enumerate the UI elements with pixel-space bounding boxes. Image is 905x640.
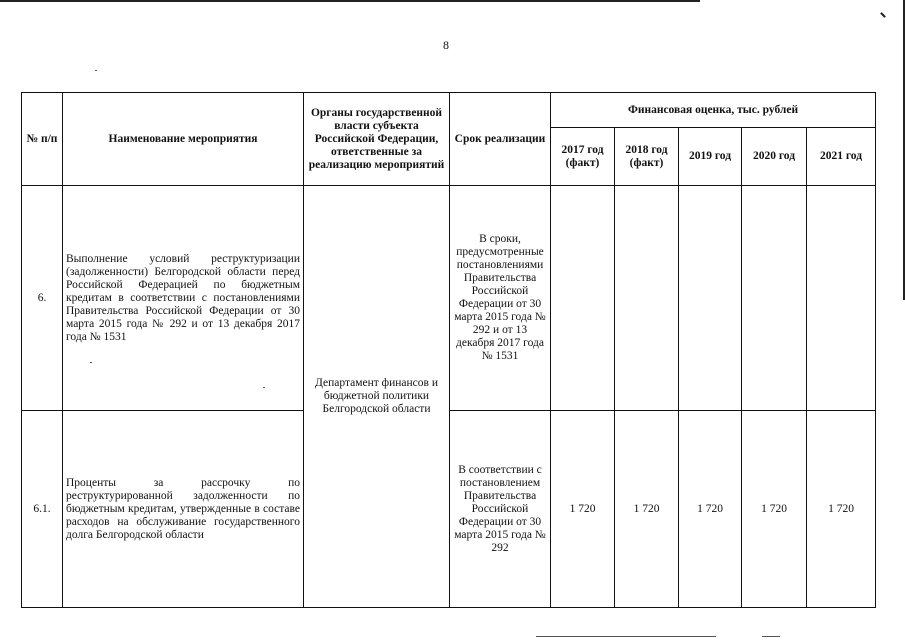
scan-top-edge <box>0 0 700 2</box>
row-value-2020 <box>742 186 807 411</box>
header-financial: Финансовая оценка, тыс. рублей <box>551 93 876 128</box>
row-measure-name: Выполнение условий реструктуризации (задолженности) Белгородской области перед Российской Федерацией по бюджетным кредитам в соответствии с постановлениями Правительства Российской Федерации от 30 марта 2015 года № 292 и от 13 декабря 2017 года № 1531 <box>63 186 304 411</box>
row-term: В соответствии с постановлением Правительства Российской Федерации от 30 марта 2015 года № 292 <box>450 411 551 608</box>
measures-table <box>21 92 876 608</box>
header-year-2019: 2019 год <box>679 128 742 186</box>
header-org: Органы государственной власти субъекта Российской Федерации, ответственные за реализацию мероприятий <box>304 93 450 186</box>
header-name: Наименование мероприятия <box>63 93 304 186</box>
table-row <box>22 186 876 411</box>
row-num: 6.1. <box>22 411 63 608</box>
row-value-2017 <box>551 186 615 411</box>
page-number: 8 <box>443 38 449 52</box>
row-value-2019 <box>679 186 742 411</box>
table-row <box>22 411 876 608</box>
header-year-2017: 2017 год (факт) <box>551 128 615 186</box>
scan-speck <box>263 387 265 388</box>
row-value-2020: 1 720 <box>742 411 807 608</box>
row-value-2021: 1 720 <box>807 411 876 608</box>
responsible-org: Департамент финансов и бюджетной политики Белгородской области <box>304 186 450 608</box>
row-term: В сроки, предусмотренные постановлениями Правительства Российской Федерации от 30 марта 2015 года № 292 и от 13 декабря 2017 года № 1531 <box>450 186 551 411</box>
scan-speck <box>95 70 97 71</box>
header-year-2018: 2018 год (факт) <box>615 128 679 186</box>
header-year-2020: 2020 год <box>742 128 807 186</box>
row-value-2021 <box>807 186 876 411</box>
row-value-2019: 1 720 <box>679 411 742 608</box>
scan-speck <box>90 362 92 363</box>
bottom-rule <box>762 636 780 637</box>
row-value-2018: 1 720 <box>615 411 679 608</box>
header-num: № п/п <box>22 93 63 186</box>
header-term: Срок реализации <box>450 93 551 186</box>
header-year-2021: 2021 год <box>807 128 876 186</box>
row-num: 6. <box>22 186 63 411</box>
header-row-top <box>22 93 876 128</box>
row-value-2018 <box>615 186 679 411</box>
scan-corner-mark <box>880 12 886 18</box>
row-value-2017: 1 720 <box>551 411 615 608</box>
bottom-rule <box>536 636 716 637</box>
row-measure-name: Проценты за рассрочку по реструктурированной задолженности по бюджетным кредитам, утвержденные в составе расходов на обслуживание государственного долга Белгородской области <box>63 411 304 608</box>
